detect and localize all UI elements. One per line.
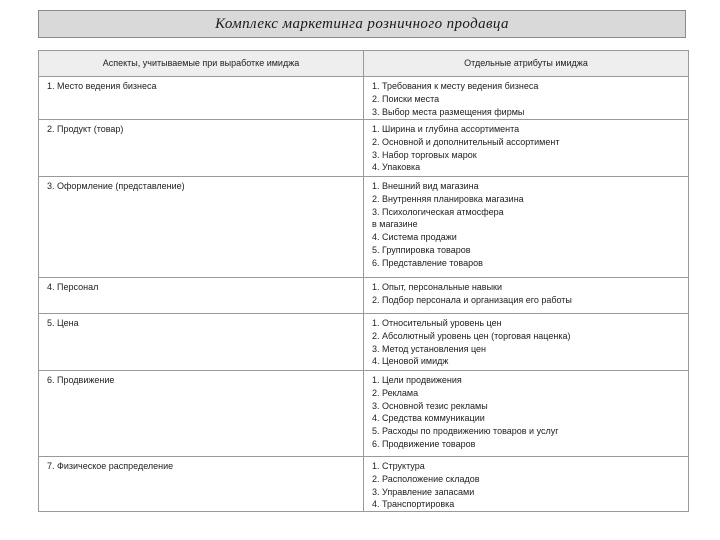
attribute-line: в магазине [372, 219, 418, 230]
table-row [39, 456, 689, 512]
attribute-line: 2. Внутренняя планировка магазина [372, 193, 524, 204]
attribute-line: 6. Представление товаров [372, 258, 483, 269]
table-row [39, 77, 689, 120]
attribute-line: 1. Опыт, персональные навыки [372, 281, 503, 292]
attribute-line: 2. Основной и дополнительный ассортимент [372, 136, 560, 147]
attribute-line: 1. Внешний вид магазина [372, 180, 479, 191]
attributes-cell [364, 119, 689, 176]
attribute-line: 4. Упаковка [372, 162, 421, 173]
table-body [39, 77, 689, 512]
attribute-line: 3. Метод установления цен [372, 343, 487, 354]
aspect-cell: 4. Персонал [39, 277, 364, 313]
attribute-line: 4. Транспортировка [372, 499, 455, 510]
attribute-line: 3. Психологическая атмосфера [372, 206, 504, 217]
aspect-cell: 5. Цена [39, 313, 364, 370]
attributes-cell [364, 313, 689, 370]
aspect-cell: 2. Продукт (товар) [39, 119, 364, 176]
table-row [39, 370, 689, 456]
aspect-cell: 6. Продвижение [39, 370, 364, 456]
attribute-line: 1. Цели продвижения [372, 374, 462, 385]
attributes-cell [364, 456, 689, 512]
attribute-line: 5. Группировка товаров [372, 245, 471, 256]
attribute-line: 1. Относительный уровень цен [372, 317, 502, 328]
title-banner [38, 10, 686, 38]
table-row [39, 313, 689, 370]
aspect-cell: 1. Место ведения бизнеса [39, 77, 364, 120]
attribute-line: 2. Подбор персонала и организация его работы [372, 294, 572, 305]
attribute-line: 2. Реклама [372, 387, 419, 398]
attribute-line: 4. Ценовой имидж [372, 356, 449, 367]
table-row [39, 277, 689, 313]
attribute-line: 3. Выбор места размещения фирмы [372, 106, 525, 117]
page-title: Комплекс маркетинга розничного продавца [215, 15, 509, 32]
attributes-cell [364, 370, 689, 456]
attribute-line: 1. Структура [372, 460, 425, 471]
table-row [39, 176, 689, 277]
header-aspects: Аспекты, учитываемые при выработке имиджа [39, 51, 364, 77]
attribute-line: 3. Набор торговых марок [372, 149, 477, 160]
header-attributes: Отдельные атрибуты имиджа [364, 51, 689, 77]
attributes-cell [364, 277, 689, 313]
attributes-cell [364, 176, 689, 277]
aspect-cell: 3. Оформление (представление) [39, 176, 364, 277]
image-attributes-table [38, 50, 689, 512]
aspect-cell: 7. Физическое распределение [39, 456, 364, 512]
attribute-line: 2. Поиски места [372, 93, 440, 104]
attribute-line: 2. Расположение складов [372, 473, 480, 484]
attribute-line: 1. Ширина и глубина ассортимента [372, 123, 520, 134]
attribute-line: 3. Основной тезис рекламы [372, 400, 488, 411]
table-header-row [39, 51, 689, 77]
attribute-line: 4. Средства коммуникации [372, 413, 485, 424]
attribute-line: 2. Абсолютный уровень цен (торговая наценка) [372, 330, 571, 341]
attribute-line: 3. Управление запасами [372, 486, 475, 497]
attributes-cell [364, 77, 689, 120]
attribute-line: 4. Система продажи [372, 232, 457, 243]
attribute-line: 5. Расходы по продвижению товаров и услуг [372, 426, 559, 437]
attribute-line: 1. Требования к месту ведения бизнеса [372, 81, 539, 91]
table-row [39, 119, 689, 176]
attribute-line: 6. Продвижение товаров [372, 439, 476, 450]
